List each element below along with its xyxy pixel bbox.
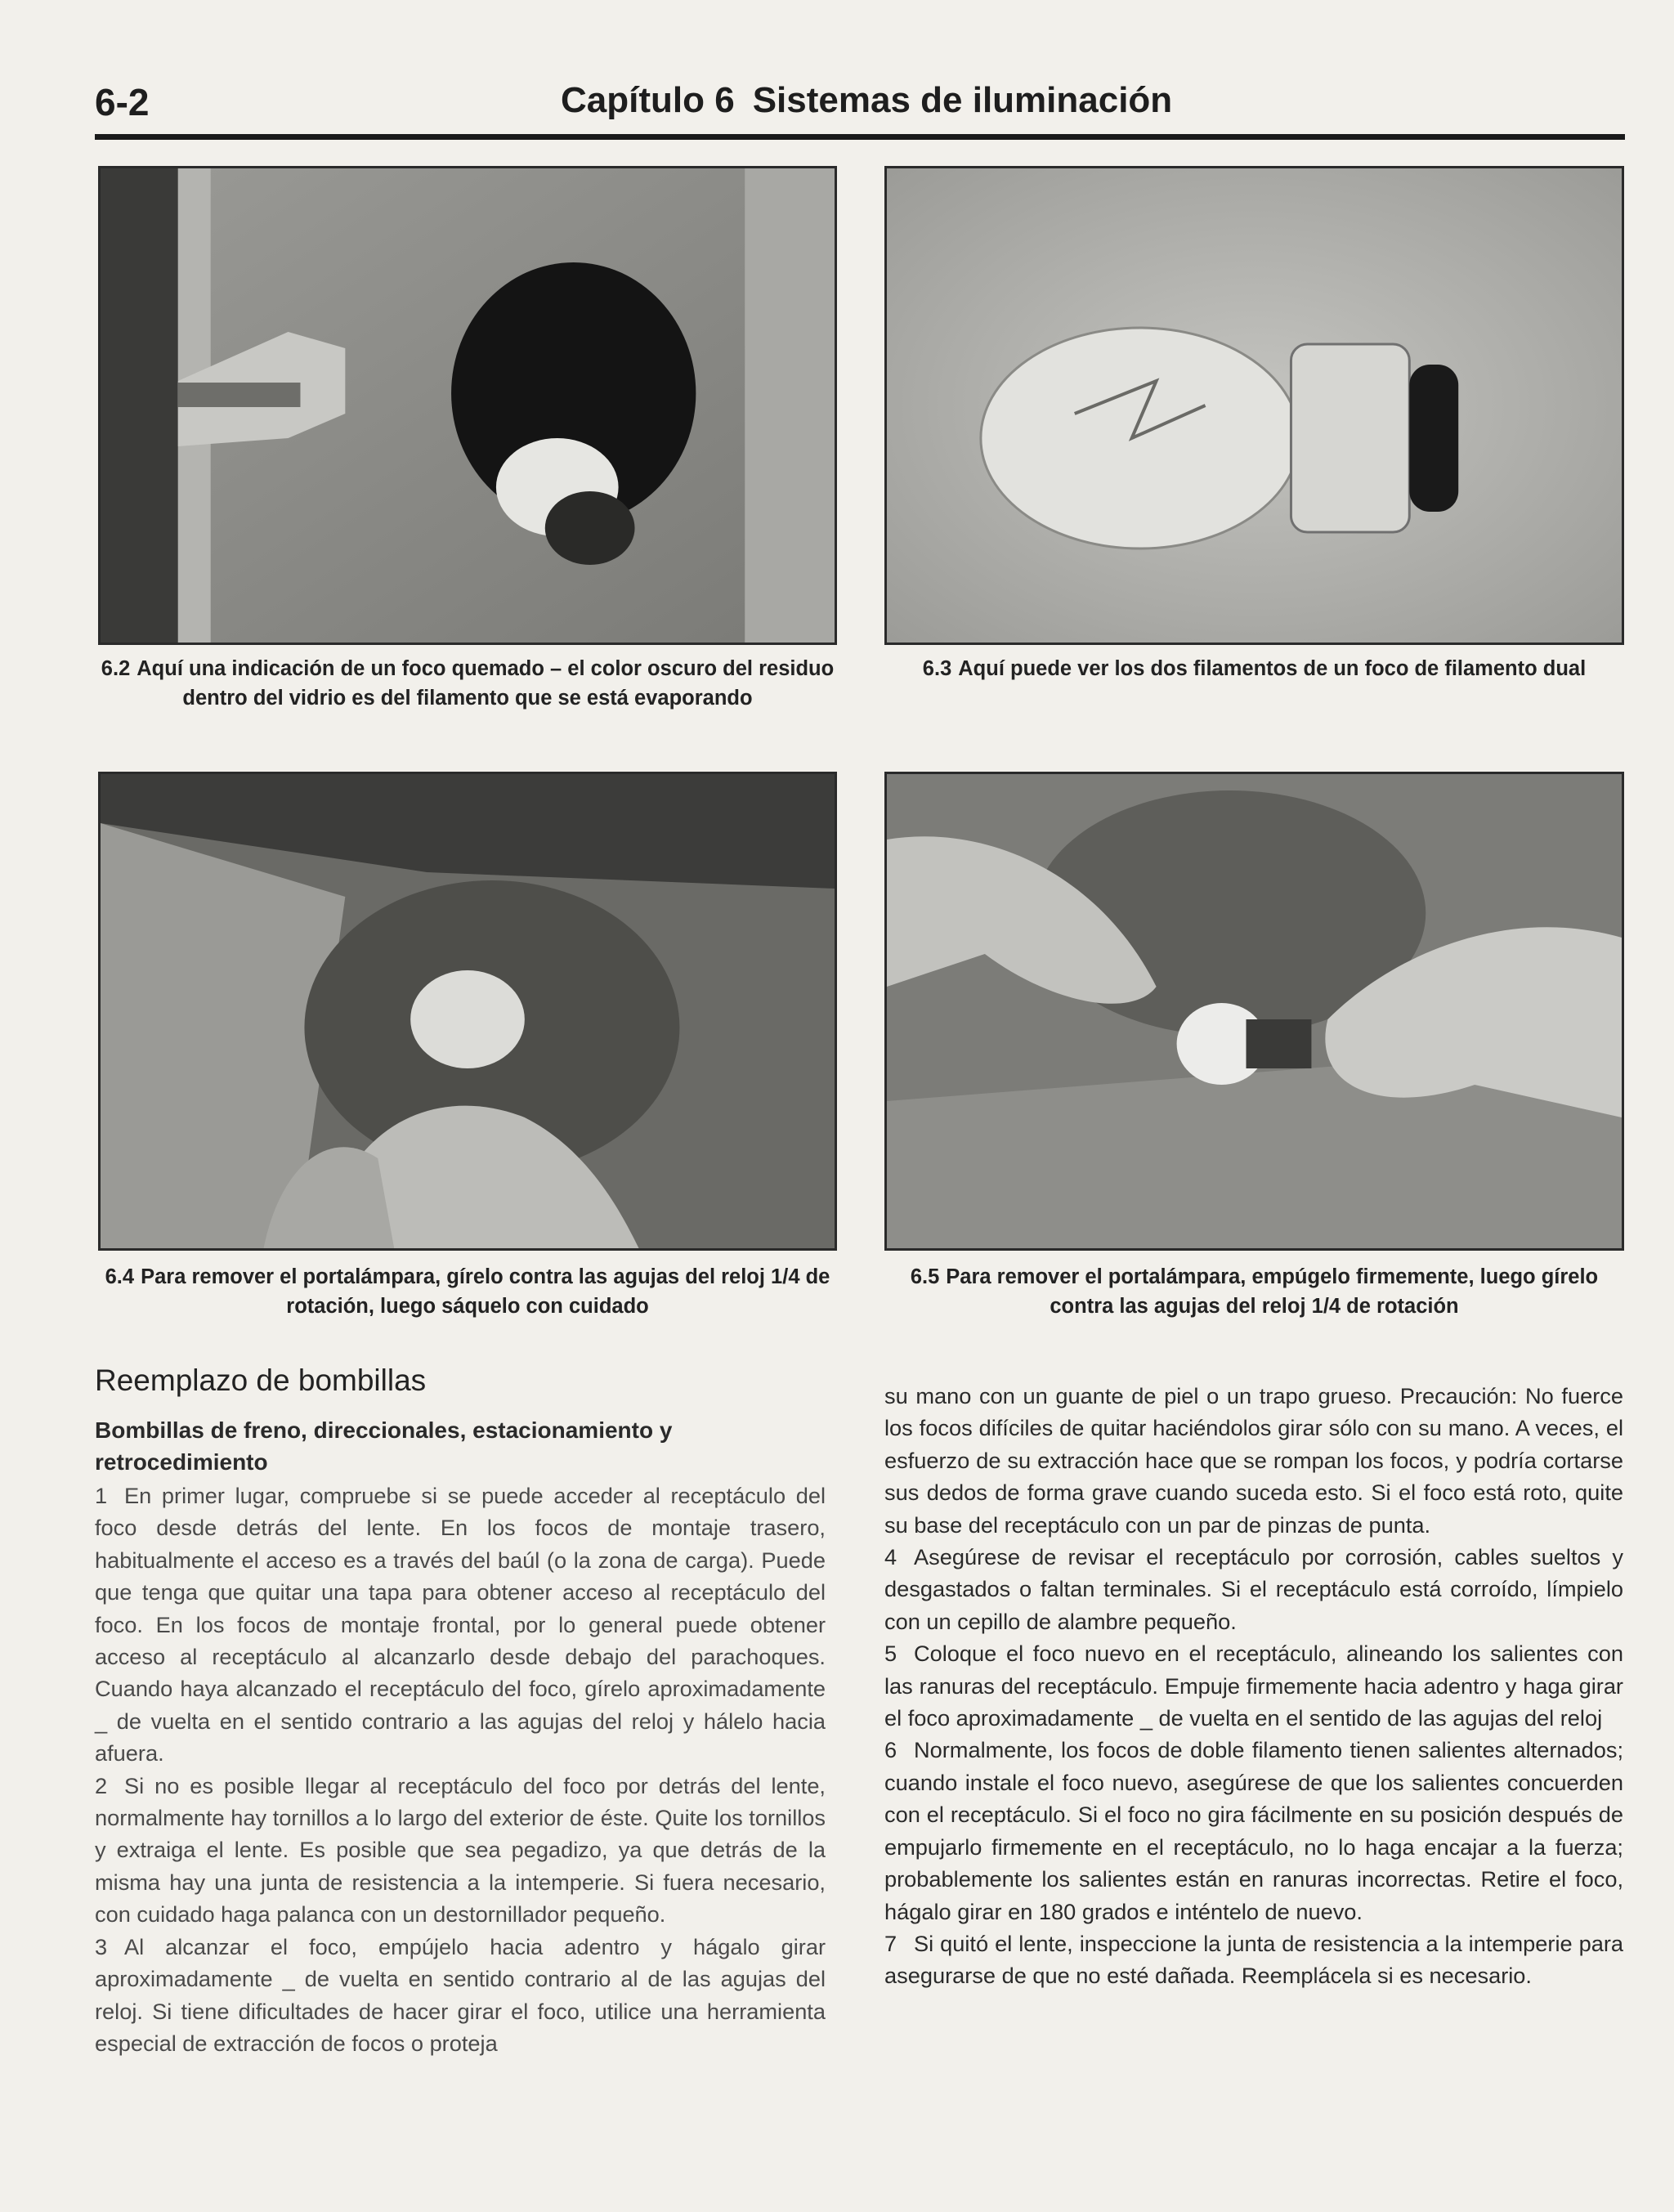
paragraph xyxy=(95,1931,826,2060)
subsection-heading: Bombillas de freno, direccionales, estacionamiento y retrocedimiento xyxy=(95,1417,673,1475)
paragraph xyxy=(884,1637,1623,1734)
paragraph-number: 7 xyxy=(884,1930,897,1956)
figure-6-4-photo xyxy=(98,772,837,1251)
figure-number: 6.4 xyxy=(105,1265,135,1288)
paragraph-number: 2 xyxy=(95,1772,108,1798)
chapter-title: Sistemas de iluminación xyxy=(752,80,1173,120)
paragraph xyxy=(884,1734,1623,1927)
paragraph xyxy=(884,1380,1623,1541)
paragraph-text: Coloque el foco nuevo en el receptáculo, alineando los salientes con las ranuras del receptáculo. Empuje firmemente hacia adentro y haga girar el foco aproximadamente _ de vuelta en el sentido de las agujas del reloj xyxy=(884,1641,1623,1731)
paragraph-number: 3 xyxy=(95,1933,108,1959)
caption-text: Aquí una indicación de un foco quemado – el color oscuro del residuo dentro del vidrio es del filamento que se está evaporando xyxy=(137,657,835,710)
paragraph xyxy=(884,1541,1623,1637)
figure-6-2-caption xyxy=(90,654,845,713)
figure-6-2-photo xyxy=(98,166,837,645)
paragraph-number: 5 xyxy=(884,1641,897,1667)
figure-6-3-caption xyxy=(884,654,1624,683)
paragraph-text: En primer lugar, compruebe si se puede acceder al receptáculo del foco desde detrás del lente. En los focos de montaje trasero, habitualmente el acceso es a través del baúl (o la zona de carga). Puede que tenga que quitar una tapa para obtener acceso al receptáculo del foco. En los focos de montaje frontal, por lo general puede obtener acceso al receptáculo al alcanzarlo desde debajo del parachoques. Cuando haya alcanzado el receptáculo del foco, gírelo aproximadamente _ de vuelta en el sentido contrario a las agujas del reloj y hálelo hacia afuera. xyxy=(95,1483,826,1766)
body-column-left xyxy=(95,1480,826,2059)
paragraph-text: Normalmente, los focos de doble filamento tienen salientes alternados; cuando instale el foco nuevo, asegúrese de que los salientes concuerden con el receptáculo. Si el foco no gira fácilmente en su posición después de empujarlo firmemente en el receptáculo, no lo haga encajar a la fuerza; probablemente los salientes están en ranuras incorrectas. Retire el foco, hágalo girar en 180 grados e inténtelo de nuevo. xyxy=(884,1737,1623,1924)
figure-6-5-caption xyxy=(884,1262,1624,1321)
body-column-right xyxy=(884,1380,1623,1992)
paragraph-number: 1 xyxy=(95,1483,108,1508)
running-head xyxy=(561,80,1172,121)
figure-number: 6.5 xyxy=(910,1265,940,1288)
paragraph xyxy=(95,1480,826,1770)
paragraph-text: Al alcanzar el foco, empújelo hacia adentro y hágalo girar aproximadamente _ de vuelta en sentido contrario al de las agujas del reloj. Si tiene dificultades de hacer girar el foco, utilice una herramienta especial de extracción de focos o proteja xyxy=(95,1933,826,2056)
paragraph-text: Si no es posible llegar al receptáculo del foco por detrás del lente, normalmente hay tornillos a lo largo del exterior de éste. Quite los tornillos y extraiga el lente. Es posible que sea pegadizo, ya que detrás de la misma hay una junta de resistencia a la intemperie. Si fuera necesario, con cuidado haga palanca con un destornillador pequeño. xyxy=(95,1772,826,1928)
header-rule xyxy=(95,134,1625,140)
chapter-label: Capítulo 6 xyxy=(561,80,735,120)
paragraph-number: 4 xyxy=(884,1544,897,1570)
paragraph-text: Si quitó el lente, inspeccione la junta de resistencia a la intemperie para asegurarse de que no esté dañada. Reemplácela si es necesario. xyxy=(884,1930,1623,1989)
caption-text: Aquí puede ver los dos filamentos de un foco de filamento dual xyxy=(958,657,1587,680)
figure-number: 6.2 xyxy=(101,657,131,680)
figure-number: 6.3 xyxy=(922,657,952,680)
paragraph xyxy=(95,1770,826,1931)
paragraph xyxy=(884,1928,1623,1992)
paragraph-text: Asegúrese de revisar el receptáculo por corrosión, cables sueltos y desgastados o faltan terminales. Si el receptáculo está corroído, límpielo con un cepillo de alambre pequeño. xyxy=(884,1544,1623,1634)
figure-6-3-photo xyxy=(884,166,1624,645)
page-number: 6-2 xyxy=(95,81,150,123)
paragraph-text: su mano con un guante de piel o un trapo grueso. Precaución: No fuerce los focos difíciles de quitar haciéndolos girar sólo con su mano. A veces, el esfuerzo de su extracción hace que se rompan los focos, y podría cortarse sus dedos de forma grave cuando suceda esto. Si el foco está roto, quite su base del receptáculo con un par de pinzas de punta. xyxy=(884,1383,1623,1538)
figure-6-5-photo xyxy=(884,772,1624,1251)
caption-text: Para remover el portalámpara, empúgelo firmemente, luego gírelo contra las agujas del reloj 1/4 de rotación xyxy=(946,1265,1599,1318)
paragraph-number: 6 xyxy=(884,1737,897,1763)
caption-text: Para remover el portalámpara, gírelo contra las agujas del reloj 1/4 de rotación, luego sáquelo con cuidado xyxy=(141,1265,830,1318)
figure-6-4-caption xyxy=(90,1262,845,1321)
section-heading: Reemplazo de bombillas xyxy=(95,1363,427,1397)
